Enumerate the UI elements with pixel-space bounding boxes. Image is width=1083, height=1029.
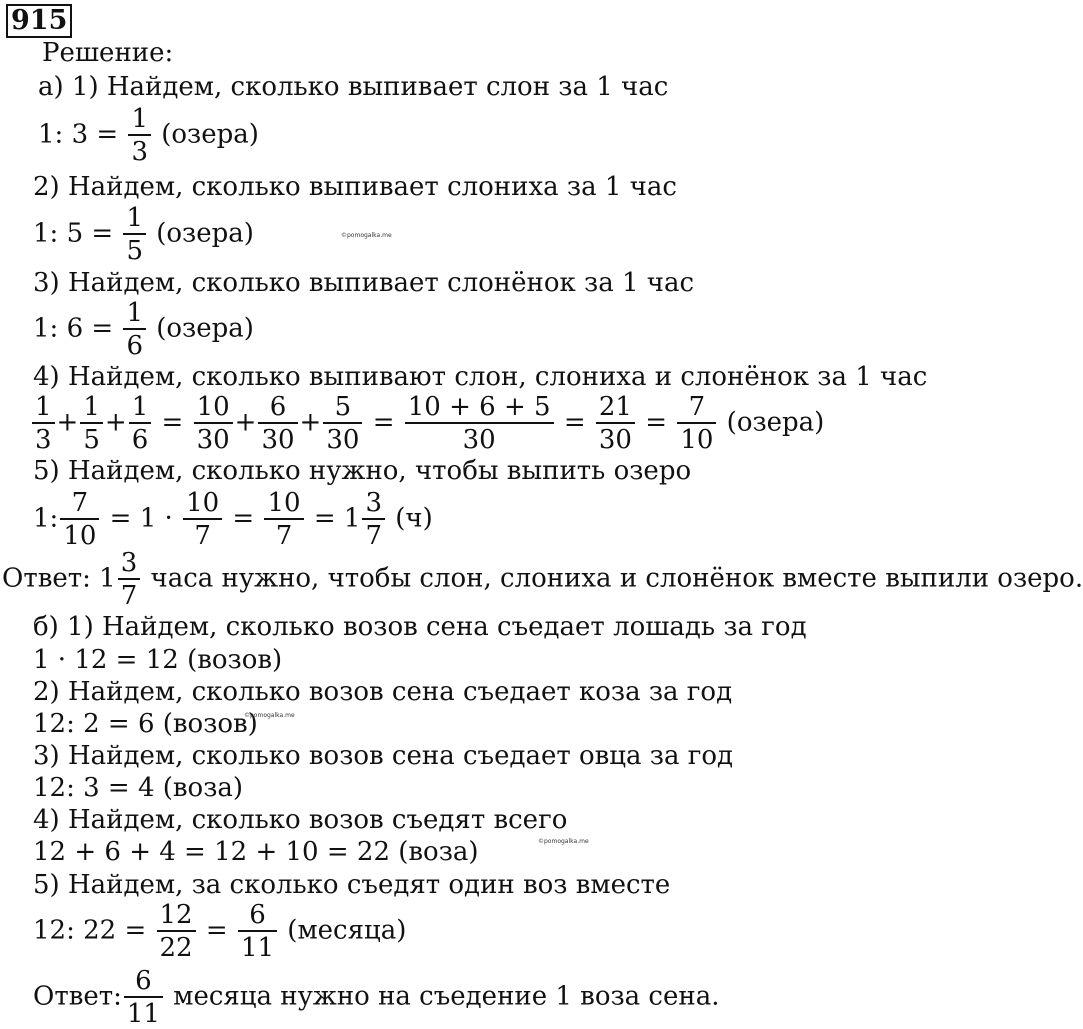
fraction: $\frac{1}{3}$ [128,106,151,165]
answer-b: Ответ: $\frac{6}{11}$ месяца нужно на съедение 1 воза сена. [33,966,720,1029]
equation-b1: 1 · 12 = 12 (возов) [33,645,283,675]
watermark: ©pomogalka.me [341,232,392,239]
equation-b5: 12: 22 = $\frac{12}{22}$ = $\frac{6}{11}$ (месяца) [33,900,407,963]
problem-number: 915 [6,4,72,38]
step-b2: 2) Найдем, сколько возов сена съедает коза за год [33,677,733,707]
equation-a2: 1: 5 = $\frac{1}{5}$ (озера) [33,203,254,266]
watermark: ©pomogalka.me [244,712,295,719]
answer-a: Ответ: 1 $\frac{3}{7}$ часа нужно, чтобы слон, слониха и слонёнок вместе выпили озеро. [2,548,1083,611]
equation-a5: 1: $\frac{7}{10}$ = 1 · $\frac{10}{7}$ = $\frac{10}{7}$ = 1 $\frac{3}{7}$ (ч) [33,488,433,551]
step-b5: 5) Найдем, за сколько съедят один воз вместе [33,870,671,900]
step-a1: а) 1) Найдем, сколько выпивает слон за 1 час [38,72,669,102]
solution-heading: Решение: [42,38,174,68]
step-a4: 4) Найдем, сколько выпивают слон, слониха и слонёнок за 1 час [33,362,928,392]
equation-b2: 12: 2 = 6 (возов) [33,709,258,739]
fraction: $\frac{1}{6}$ [123,300,146,359]
equation-a4: $\frac{1}{3}$ + $\frac{1}{5}$ + $\frac{1}{6}$ = $\frac{10}{30}$ + $\frac{6}{30}$ + $\frac{5}{30}$ = $\frac{10 + 6 + 5}{30}$ = $\frac{21}{30}$ = $\frac{7}{10}$ (озера) [30,394,824,453]
step-b1: б) 1) Найдем, сколько возов сена съедает лошадь за год [33,612,807,642]
step-a3: 3) Найдем, сколько выпивает слонёнок за 1 час [33,268,695,298]
fraction: $\frac{1}{5}$ [123,205,146,264]
equation-a3: 1: 6 = $\frac{1}{6}$ (озера) [33,298,254,361]
equation-b4: 12 + 6 + 4 = 12 + 10 = 22 (воза) [33,837,479,867]
step-a2: 2) Найдем, сколько выпивает слониха за 1 час [33,172,677,202]
step-b4: 4) Найдем, сколько возов съедят всего [33,805,568,835]
step-a5: 5) Найдем, сколько нужно, чтобы выпить озеро [33,456,692,486]
equation-a1: 1: 3 = $\frac{1}{3}$ (озера) [38,104,259,167]
step-b3: 3) Найдем, сколько возов сена съедает овца за год [33,741,734,771]
equation-b3: 12: 3 = 4 (воза) [33,773,244,803]
watermark: ©pomogalka.me [538,838,589,845]
